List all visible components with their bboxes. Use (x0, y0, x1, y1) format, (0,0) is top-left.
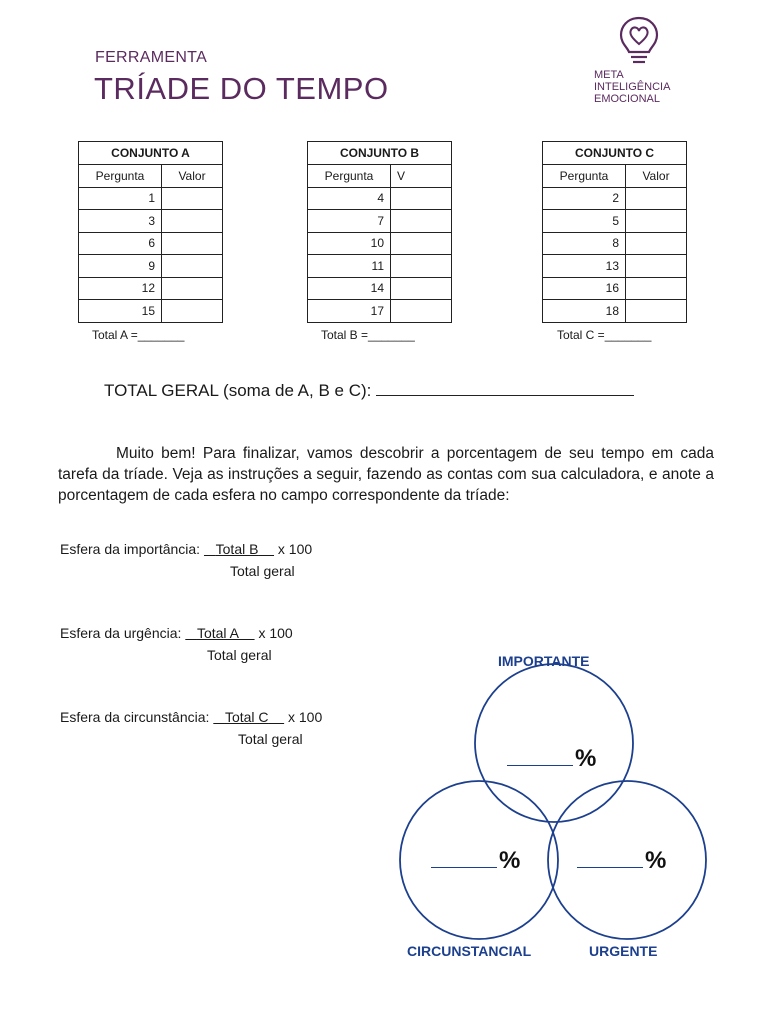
table-caption: CONJUNTO B (308, 142, 452, 165)
column-header: Pergunta (308, 165, 391, 188)
question-number: 11 (308, 255, 391, 278)
formula-multiplier: x 100 (277, 541, 313, 557)
value-cell[interactable] (391, 300, 452, 323)
formula-multiplier: x 100 (258, 625, 293, 641)
column-header: Valor (626, 165, 687, 188)
question-number: 7 (308, 210, 391, 233)
formula-denominator: Total geral (230, 563, 295, 579)
formula-multiplier: x 100 (288, 709, 323, 725)
page-kicker: FERRAMENTA (95, 49, 208, 66)
total-a-line: Total A =_______ (92, 328, 185, 342)
score-table-b (307, 141, 452, 323)
question-number: 16 (543, 277, 626, 300)
total-geral-blank[interactable] (376, 395, 634, 396)
triade-venn-diagram (395, 645, 715, 975)
column-header: V (391, 165, 452, 188)
value-cell[interactable] (162, 232, 223, 255)
total-geral-row (104, 381, 634, 401)
percent-field-urgente[interactable]: % (577, 847, 666, 875)
value-cell[interactable] (162, 187, 223, 210)
value-cell[interactable] (391, 277, 452, 300)
question-number: 12 (79, 277, 162, 300)
label-urgente: URGENTE (589, 943, 658, 959)
value-cell[interactable] (162, 210, 223, 233)
formula-numerator: Total A (196, 625, 239, 641)
score-table-a (78, 141, 223, 323)
column-header: Valor (162, 165, 223, 188)
lightbulb-heart-icon (618, 14, 660, 68)
value-cell[interactable] (391, 255, 452, 278)
value-cell[interactable] (626, 187, 687, 210)
percent-field-importante[interactable]: % (507, 745, 596, 773)
value-cell[interactable] (162, 255, 223, 278)
value-cell[interactable] (626, 277, 687, 300)
venn-circles (395, 645, 715, 975)
score-table-c (542, 141, 687, 323)
total-geral-label: TOTAL GERAL (soma de A, B e C): (104, 381, 372, 400)
logo-line: INTELIGÊNCIA (594, 81, 671, 93)
question-number: 13 (543, 255, 626, 278)
label-importante: IMPORTANTE (498, 653, 590, 669)
question-number: 8 (543, 232, 626, 255)
formula-numerator: Total B (215, 541, 259, 557)
formula-denominator: Total geral (238, 731, 303, 747)
question-number: 14 (308, 277, 391, 300)
table-caption: CONJUNTO A (79, 142, 223, 165)
brand-logo (590, 14, 700, 110)
formula-denominator: Total geral (207, 647, 272, 663)
question-number: 15 (79, 300, 162, 323)
value-cell[interactable] (391, 232, 452, 255)
formula-label: Esfera da urgência: (60, 625, 182, 641)
value-cell[interactable] (626, 255, 687, 278)
value-cell[interactable] (162, 300, 223, 323)
value-cell[interactable] (391, 210, 452, 233)
formula-label: Esfera da importância: (60, 541, 201, 557)
question-number: 6 (79, 232, 162, 255)
formula-importancia (60, 541, 312, 557)
question-number: 18 (543, 300, 626, 323)
column-header: Pergunta (543, 165, 626, 188)
formula-urgencia (60, 625, 293, 641)
question-number: 9 (79, 255, 162, 278)
value-cell[interactable] (391, 187, 452, 210)
question-number: 3 (79, 210, 162, 233)
column-header: Pergunta (79, 165, 162, 188)
percent-field-circunstancial[interactable]: % (431, 847, 520, 875)
formula-label: Esfera da circunstância: (60, 709, 210, 725)
question-number: 5 (543, 210, 626, 233)
question-number: 10 (308, 232, 391, 255)
question-number: 4 (308, 187, 391, 210)
value-cell[interactable] (626, 210, 687, 233)
formula-numerator: Total C (224, 709, 269, 725)
label-circunstancial: CIRCUNSTANCIAL (407, 943, 532, 959)
page-title: TRÍADE DO TEMPO (94, 71, 389, 106)
circle-importante (475, 664, 633, 822)
table-caption: CONJUNTO C (543, 142, 687, 165)
value-cell[interactable] (162, 277, 223, 300)
question-number: 2 (543, 187, 626, 210)
total-c-line: Total C =_______ (557, 328, 652, 342)
question-number: 1 (79, 187, 162, 210)
logo-line: EMOCIONAL (594, 93, 661, 105)
instructions-paragraph: Muito bem! Para finalizar, vamos descobrir a porcentagem de seu tempo em cada tarefa da tríade. Veja as instruções a seguir, fazendo as contas com sua calculadora, e anote a porcentagem de cada esfera no campo correspondente da tríade: (58, 445, 714, 504)
formula-circunstancia (60, 709, 322, 725)
value-cell[interactable] (626, 300, 687, 323)
total-b-line: Total B =_______ (321, 328, 415, 342)
value-cell[interactable] (626, 232, 687, 255)
question-number: 17 (308, 300, 391, 323)
logo-line: META (594, 69, 624, 81)
